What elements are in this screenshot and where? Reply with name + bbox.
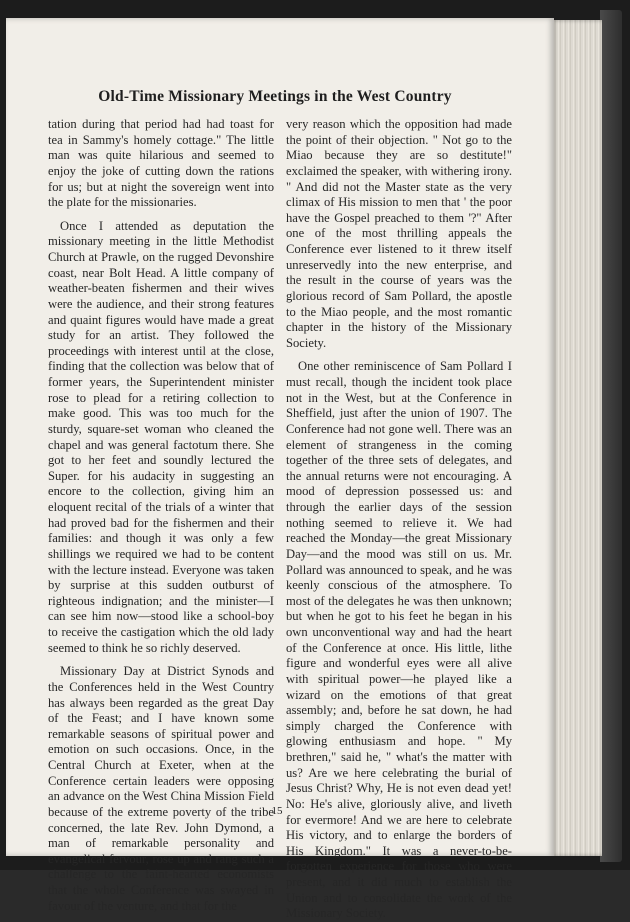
right-column: [286, 117, 512, 922]
book-cover-edge: [600, 10, 622, 862]
paragraph: One other reminiscence of Sam Pollard I must recall, though the incident took place not in the West, but at the Conference in Sheffield, just after the union of 1907. The Conference had not gone well. There was an element of strangeness in the coming together of the three sets of delegates, and the annual returns were not encouraging. A mood of depression possessed us: and through the earlier days of the session nothing seemed to relieve it. We had reached the Monday—the great Missionary Day—and the mood was still on us. Mr. Pollard was announced to speak, and he was keenly conscious of the atmosphere. To most of the delegates he was then unknown; but when he got to his feet he began in his own unconventional way and had the heart of the Conference at once. His little, lithe figure and wonderful eyes were all alive with spiritual power—he played like a wizard on the emotions of that great assembly; and, before he sat down, he had simply charged the Conference with glowing enthusiasm and hope. " My brethren," said he, " what's the matter with us? Are we here celebrating the burial of Jesus Christ? Why, He is not even dead yet! No: He's alive, gloriously alive, and liveth for evermore! And we are here to celebrate His victory, and to enlarge the borders of His Kingdom." It was a never-to-be-forgotten experience for those who were present, and it did much to establish the Union and to consolidate the work of the Missionary Society.: [286, 359, 512, 921]
paragraph: Once I attended as deputation the missionary meeting in the little Methodist Church at Prawle, on the rugged Devonshire coast, near Bolt Head. A little company of weather-beaten fishermen and their wives were the audience, and their strong features and quaint figures would have made a great study for an artist. They followed the proceedings with interest until at the close, finding that the collection was below that of former years, the Superintendent minister rose to plead for a retiring collection to make good. This was too much for the sturdy, square-set woman who cleaned the chapel and was general factotum there. She got to her feet and soundly lectured the Super. for his audacity in suggesting an encore to the collection, giving him an eloquent recital of the trials of a winter that had proved bad for the fishermen and their families: and though it was only a few shillings we required we had to be content with the lecture instead. Everyone was taken by surprise at this sudden outburst of righteous indignation; and the minister—I can see him now—stood like a school-boy to receive the castigation which the old lady seemed to think he so richly deserved.: [48, 218, 274, 655]
page-edges: [552, 20, 602, 856]
page-number: 15: [271, 805, 283, 817]
running-title: Old-Time Missionary Meetings in the West Country: [98, 88, 452, 105]
left-column: [48, 117, 274, 914]
paragraph: tation during that period had had toast for tea in Sammy's homely cottage." The little man was quite hilarious and seemed to enjoy the joke of cutting down the rations for us; but at night the sovereign went into the plate for the missionaries.: [48, 117, 274, 210]
paragraph: Missionary Day at District Synods and the Conferences held in the West Country has always been regarded as the great Day of the Feast; and I have known some remarkable seasons of spiritual power and emotion on such occasions. Once, in the Central Church at Exeter, when at the Conference certain leaders were opposing an advance on the West China Mission Field because of the extreme poverty of the tribe concerned, the late Rev. John Dymond, a man of remarkable personality and evangelical fervour, rose up and rang such a challenge to the faint-hearted economists that the whole Conference was swayed in favour of the venture, and that for the: [48, 664, 274, 913]
paragraph: very reason which the opposition had made the point of their objection. " Not go to the Miao because they are so destitute!" exclaimed the speaker, with withering irony. " And did not the Master state as the very climax of His mission to men that ' the poor have the Gospel preached to them '?" After one of the most thrilling appeals the Conference ever listened to it threw itself unreservedly into the new enterprise, and the result in the course of years was the glorious record of Sam Pollard, the apostle to the Miao people, and the most romantic chapter in the history of the Missionary Society.: [286, 117, 512, 350]
